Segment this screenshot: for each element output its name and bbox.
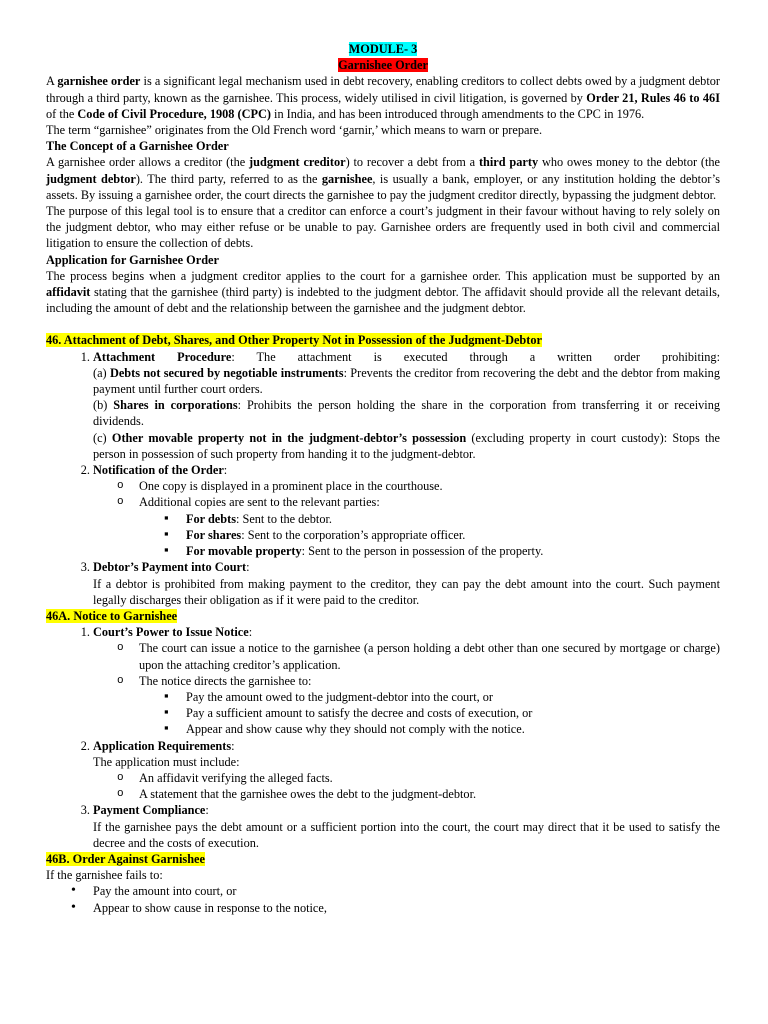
recipient-title: For shares	[186, 527, 242, 542]
bold-term: garnishee	[321, 171, 373, 186]
application-heading: Application for Garnishee Order	[46, 252, 219, 267]
bold-term: garnishee order	[57, 74, 141, 89]
module-heading	[46, 41, 720, 57]
clause-title: Debts not secured by negotiable instruments	[109, 365, 344, 380]
notice-options-list	[46, 689, 720, 738]
text-run: in India, and has been introduced through amendments to the CPC in 1976.	[270, 106, 645, 121]
clause-prefix: (c)	[93, 430, 112, 445]
list-item: o The court can issue a notice to the garnishee (a person holding a debt other than one secured by mortgage or charge) upon the attaching creditor’s application.	[139, 640, 720, 672]
item-text: If the garnishee pays the debt amount or a sufficient portion into the court, the court may direct that it be used to satisfy the decree and the costs of execution.	[93, 819, 720, 850]
list-item: o One copy is displayed in a prominent place in the courthouse.	[139, 478, 720, 494]
clause-b	[93, 397, 720, 429]
attachment-procedure-line	[93, 349, 720, 365]
concept-heading: The Concept of a Garnishee Order	[46, 139, 229, 154]
text-run: of the	[46, 106, 78, 121]
clause-c	[93, 430, 720, 462]
etymology-paragraph: The term “garnishee” originates from the Old French word ‘garnir,’ which means to warn or prepare.	[46, 123, 543, 138]
section-46-label: 46. Attachment of Debt, Shares, and Other Property Not in Possession of the Judgment-Debtor	[46, 333, 542, 348]
clause-text: : Prevents the creditor from recovering the debt and the debtor from making payment until further court orders.	[93, 365, 720, 397]
concept-paragraph-1	[46, 154, 720, 203]
clause-prefix: (b)	[93, 398, 114, 413]
section-46a-list-end	[46, 802, 720, 851]
text-run: ). The third party, referred to as the	[135, 171, 322, 186]
list-item: ▪ Pay the amount owed to the judgment-debtor into the court, or	[186, 689, 720, 705]
garnishee-failure-list	[46, 883, 720, 915]
list-item	[93, 462, 720, 478]
text-run: , is usually a bank, employer, or any institution holding the debtor’s assets. By issuing a garnishee order, the court directs the garnishee to pay the judgment creditor directly, bypassing the judgment debtor.	[46, 171, 720, 202]
title-label: Garnishee Order	[338, 58, 428, 73]
list-item: o A statement that the garnishee owes the debt to the judgment-debtor.	[139, 786, 720, 802]
list-item: • Appear to show cause in response to the notice,	[93, 900, 720, 916]
list-item	[186, 527, 720, 543]
section-46-heading	[46, 332, 720, 348]
section-46-list-continued	[46, 559, 720, 608]
clause-a	[93, 365, 720, 397]
clause-prefix: (a)	[93, 365, 110, 380]
item-colon: :	[246, 560, 250, 575]
item-title: Debtor’s Payment into Court	[93, 560, 247, 575]
item-title: Court’s Power to Issue Notice	[93, 625, 249, 640]
bold-term: third party	[478, 155, 539, 170]
clause-title: Other movable property not in the judgment-debtor’s possession	[111, 430, 467, 445]
text-run: stating that the garnishee (third party) is indebted to the judgment debtor. The affidavit should provide all the relevant details, including the amount of debt and the relationship between the garnishee and the judgment debtor.	[46, 285, 720, 316]
list-item	[93, 559, 720, 608]
recipient-text: : Sent to the corporation’s appropriate officer.	[241, 527, 466, 542]
concept-paragraph-2: The purpose of this legal tool is to ensure that a creditor can enforce a court’s judgment in their favour without having to rely solely on the judgment debtor, who may either refuse or be unable to pay. Garnishee orders are frequently used in both civil and commercial litigation to ensure the collection of debts.	[46, 204, 720, 251]
list-item: o The notice directs the garnishee to:	[139, 673, 720, 689]
clause-title: Shares in corporations	[113, 398, 238, 413]
section-46-list	[46, 349, 720, 479]
item-colon: :	[231, 738, 235, 753]
list-item	[93, 802, 720, 851]
section-46a-list-continued	[46, 738, 720, 770]
list-item: • Pay the amount into court, or	[93, 883, 720, 899]
item-title: Attachment Procedure	[93, 349, 232, 364]
item-text: If a debtor is prohibited from making payment to the creditor, they can pay the debt amount into the court. Such payment legally discharges their obligation as if it were paid to the creditor.	[93, 576, 720, 607]
item-title: Notification of the Order	[93, 463, 224, 478]
notification-sublist	[46, 478, 720, 510]
section-46a-list	[46, 624, 720, 640]
list-item	[186, 511, 720, 527]
clause-text: : Prohibits the person holding the share in the corporation from transferring it or receiving dividends.	[93, 398, 720, 429]
module-label: MODULE- 3	[348, 42, 418, 56]
section-46b-label: 46B. Order Against Garnishee	[46, 851, 205, 866]
bold-term: Code of Civil Procedure, 1908 (CPC)	[77, 106, 271, 121]
list-item: ▪ Pay a sufficient amount to satisfy the decree and costs of execution, or	[186, 705, 720, 721]
item-title: Payment Compliance	[93, 803, 206, 818]
section-46b-heading	[46, 851, 720, 867]
list-item: o Additional copies are sent to the relevant parties:	[139, 494, 720, 510]
text-run: ) to recover a debt from a	[345, 155, 479, 170]
section-46b-lead: If the garnishee fails to:	[46, 868, 163, 883]
recipient-text: : Sent to the person in possession of the property.	[301, 544, 544, 559]
bold-term: judgment creditor	[249, 155, 346, 170]
item-title: Application Requirements	[93, 738, 232, 753]
item-colon: :	[223, 463, 228, 478]
recipient-title: For movable property	[186, 544, 302, 559]
item-lead: The application must include:	[93, 754, 240, 769]
application-paragraph	[46, 268, 720, 317]
application-sublist	[46, 770, 720, 802]
bold-term: Order 21, Rules 46 to 46I	[586, 90, 720, 105]
section-46a-heading	[46, 608, 720, 624]
text-run: is a significant legal mechanism used in debt recovery, enabling creditors to collect debts owed by a judgment debtor through a third party, known as the garnishee. This process, widely utilised in civil litigation, is governed by	[46, 74, 720, 105]
item-colon: :	[248, 625, 253, 640]
list-item	[93, 738, 720, 770]
text-run: The process begins when a judgment creditor applies to the court for a garnishee order. This application must be supported by an	[46, 268, 720, 283]
section-spacer	[46, 316, 720, 332]
text-run: who owes money to the debtor (the	[538, 155, 721, 170]
list-item	[186, 543, 720, 559]
clause-text: (excluding property in court custody): Stops the person in possession of such property from handing it to the judgment-debtor.	[93, 430, 720, 461]
list-item	[93, 624, 720, 640]
recipient-title: For debts	[186, 511, 236, 526]
bold-term: judgment debtor	[46, 171, 136, 186]
notice-sublist	[46, 640, 720, 689]
recipient-text: : Sent to the debtor.	[236, 511, 332, 526]
item-lead: : The attachment is executed through a written order prohibiting:	[231, 349, 721, 364]
text-run: A	[46, 74, 58, 89]
bold-term: affidavit	[46, 285, 91, 300]
list-item	[93, 349, 720, 462]
intro-paragraph	[46, 73, 720, 122]
section-46a-label: 46A. Notice to Garnishee	[46, 608, 178, 623]
text-run: A garnishee order allows a creditor (the	[46, 155, 250, 170]
list-item: ▪ Appear and show cause why they should not comply with the notice.	[186, 721, 720, 737]
item-colon: :	[205, 803, 209, 818]
list-item: o An affidavit verifying the alleged facts.	[139, 770, 720, 786]
page-title	[46, 57, 720, 73]
recipient-list	[46, 511, 720, 560]
